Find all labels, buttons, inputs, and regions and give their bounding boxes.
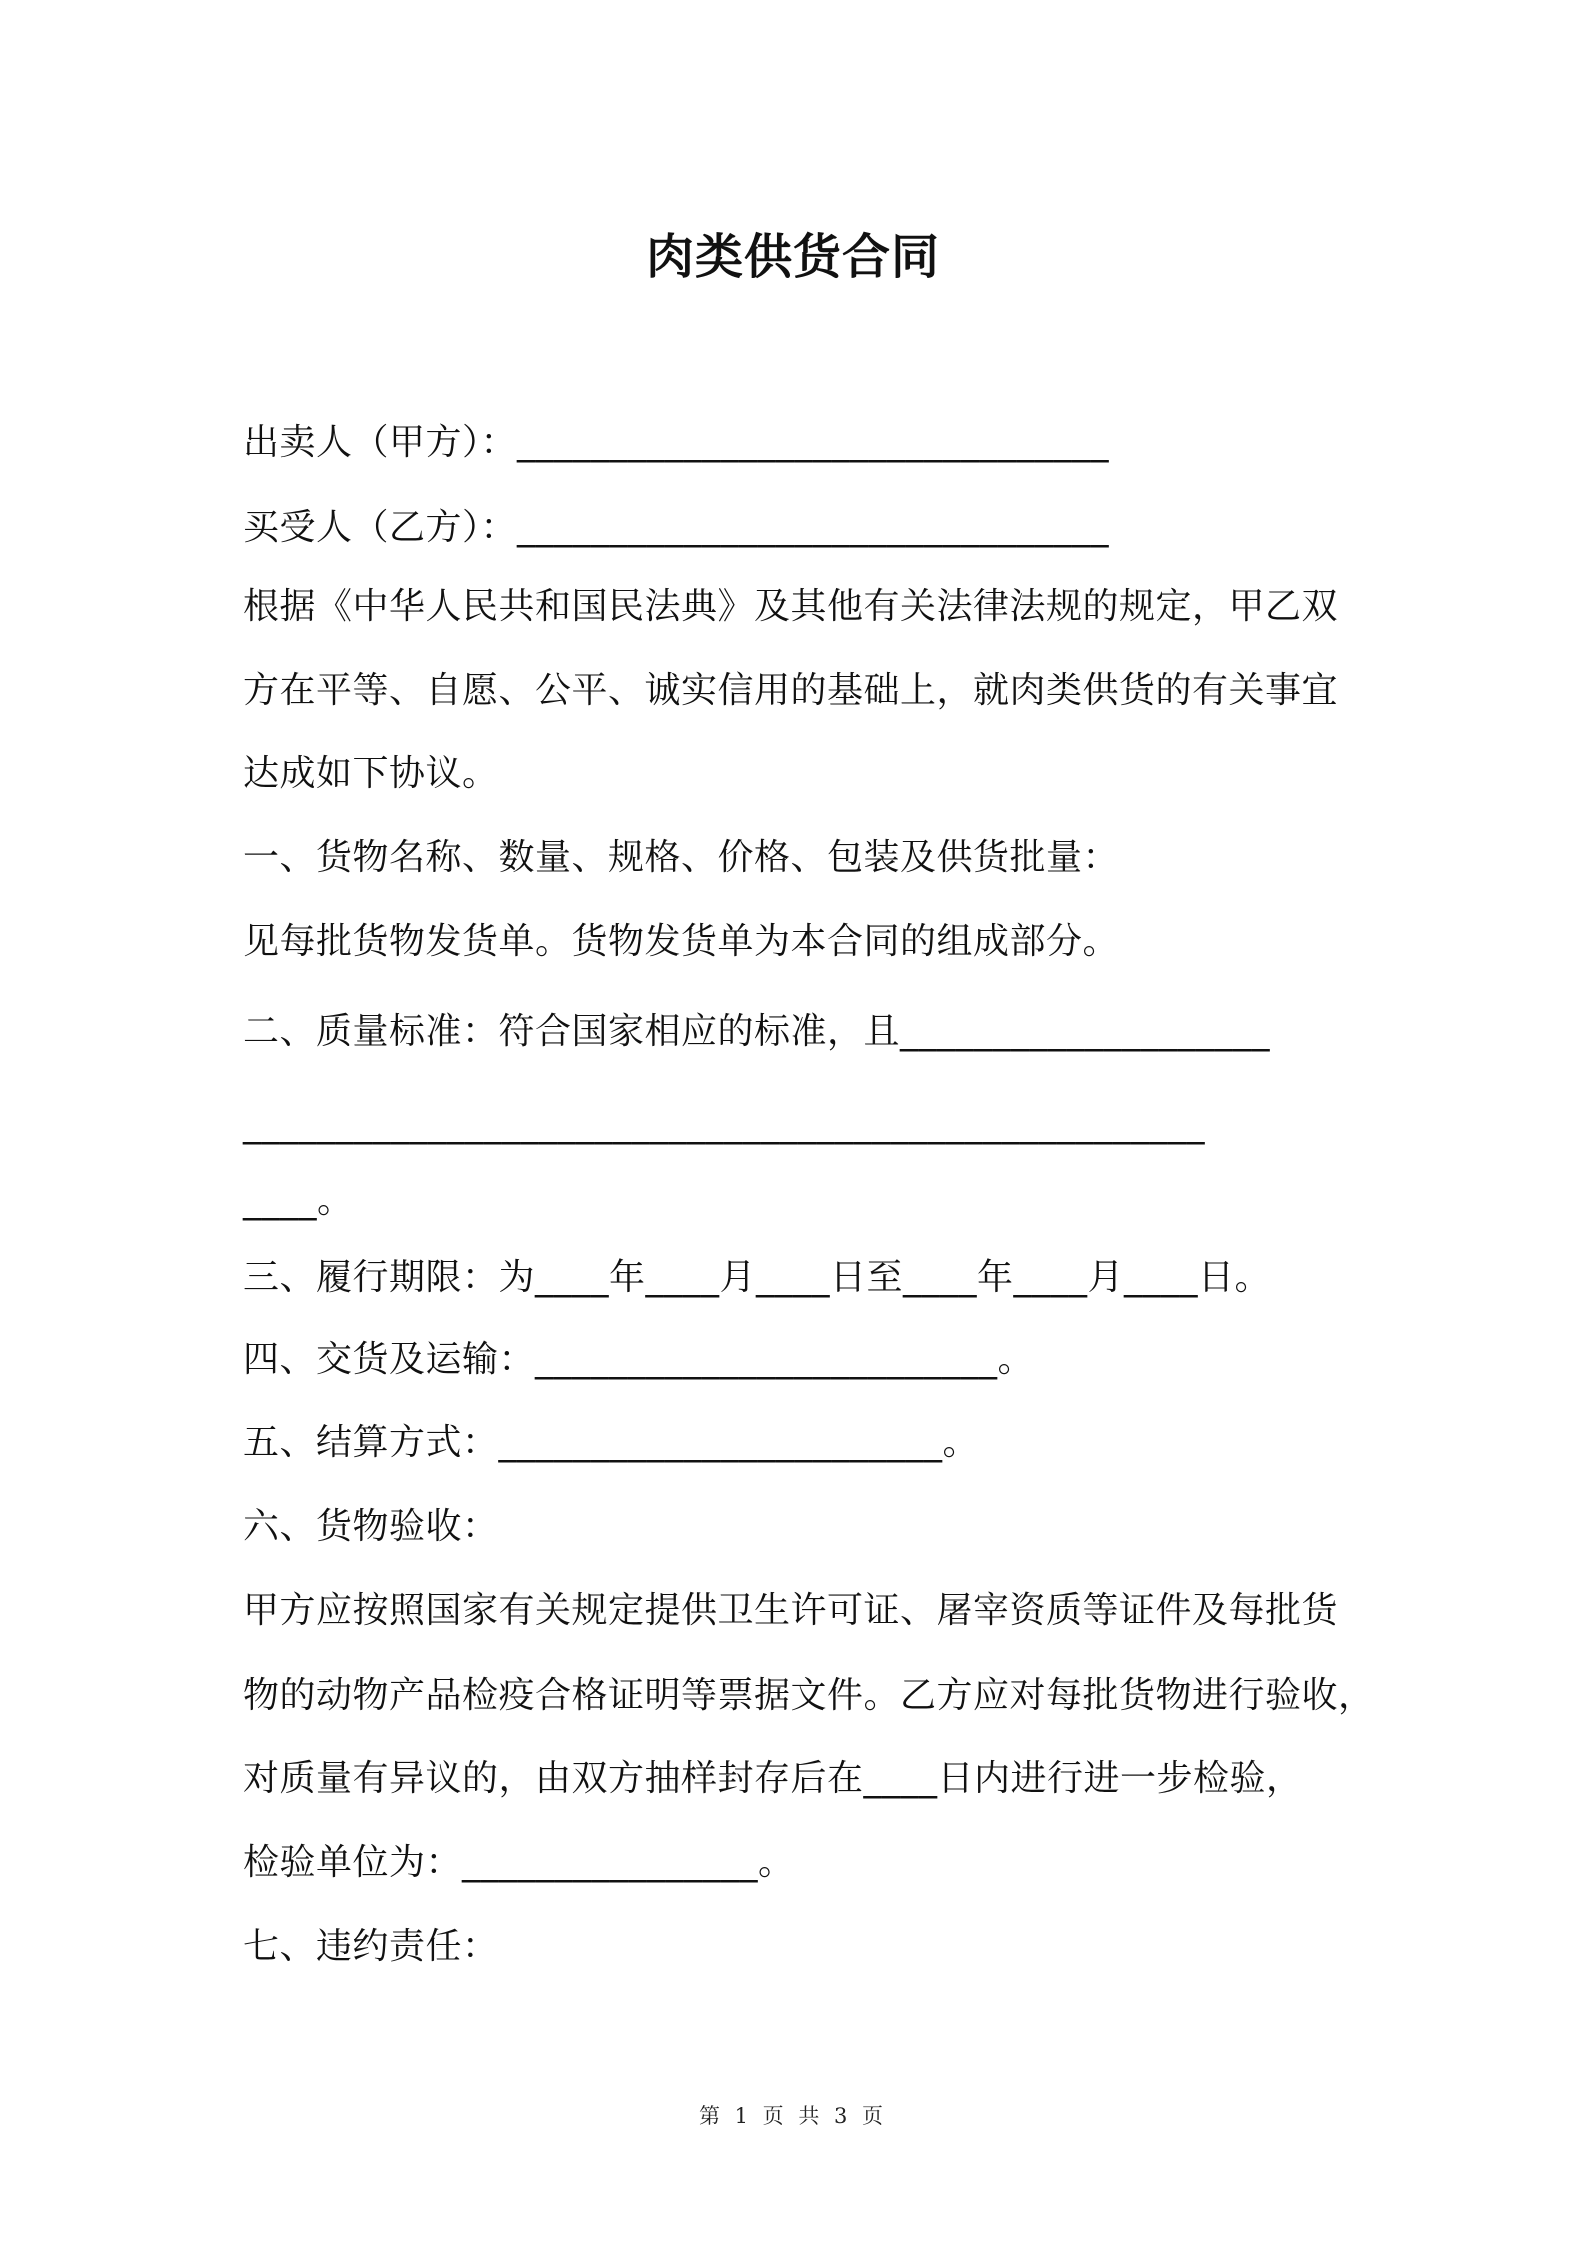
contract-line: 见每批货物发货单。货物发货单为本合同的组成部分。 [243, 921, 1120, 962]
contract-line: 出卖人（甲方）：________________________________ [243, 422, 1110, 463]
contract-line: 四、交货及运输：_________________________。 [243, 1339, 1035, 1380]
contract-line: 对质量有异议的，由双方抽样封存后在____日内进行进一步检验， [243, 1758, 1303, 1799]
document-title: 肉类供货合同 [645, 229, 940, 285]
contract-line: 二、质量标准：符合国家相应的标准，且____________________ [243, 1011, 1271, 1052]
contract-line: 六、货物验收： [243, 1506, 499, 1547]
contract-line: 七、违约责任： [243, 1926, 499, 1967]
contract-line: 买受人（乙方）：________________________________ [243, 507, 1110, 548]
page-footer: 第 1 页 共 3 页 [698, 2104, 888, 2128]
contract-line: 一、货物名称、数量、规格、价格、包装及供货批量： [243, 837, 1120, 878]
contract-line: ____。 [243, 1180, 354, 1221]
contract-line: 甲方应按照国家有关规定提供卫生许可证、屠宰资质等证件及每批货 [243, 1590, 1339, 1631]
contract-line: 根据《中华人民共和国民法典》及其他有关法律法规的规定，甲乙双 [243, 586, 1339, 627]
contract-line: 方在平等、自愿、公平、诚实信用的基础上，就肉类供货的有关事宜 [243, 670, 1339, 711]
contract-line: ____________________________________________________ [243, 1104, 1205, 1145]
contract-line: 检验单位为：________________。 [243, 1842, 795, 1883]
contract-line: 三、履行期限：为____年____月____日至____年____月____日。 [243, 1257, 1272, 1298]
contract-line: 物的动物产品检疫合格证明等票据文件。乙方应对每批货物进行验收， [243, 1675, 1375, 1716]
contract-line: 五、结算方式：________________________。 [243, 1422, 980, 1463]
contract-line: 达成如下协议。 [243, 753, 499, 794]
